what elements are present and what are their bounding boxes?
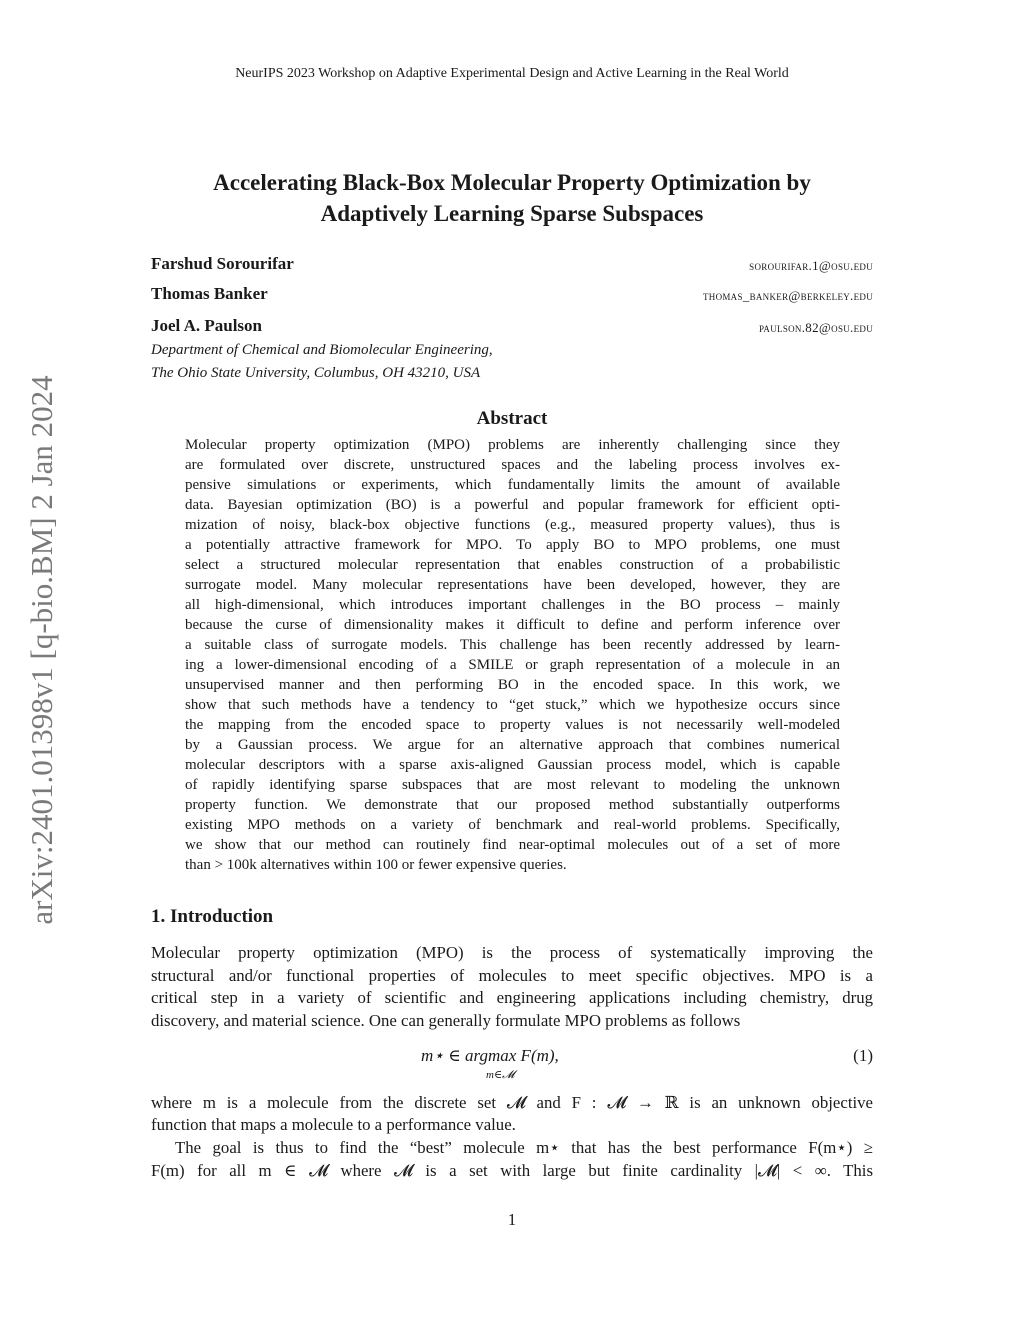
text-line: the mapping from the encoded space to property values is not necessarily well-modeled [185, 717, 840, 733]
text-line: data. Bayesian optimization (BO) is a powerful and popular framework for efficient opti- [185, 497, 840, 513]
affiliation-line: The Ohio State University, Columbus, OH 43210, USA [151, 365, 481, 381]
equation-main: m⋆ ∈ argmax F(m), [421, 1046, 559, 1065]
venue-header: NeurIPS 2023 Workshop on Adaptive Experimental Design and Active Learning in the Real World [235, 66, 789, 81]
text-line: all high-dimensional, which introduces important challenges in the BO process – mainly [185, 597, 840, 613]
equation-number: (1) [853, 1046, 873, 1065]
text-line: ing a lower-dimensional encoding of a SMILE or graph representation of a molecule in an [185, 657, 840, 673]
section-heading: 1. Introduction [151, 906, 274, 927]
text-line: a suitable class of surrogate models. This challenge has been recently addressed by learn- [185, 637, 840, 653]
title-line: Adaptively Learning Sparse Subspaces [320, 201, 704, 226]
text-line: F(m) for all m ∈ 𝓜 where 𝓜 is a set with large but finite cardinality |𝓜| < ∞. This [151, 1160, 873, 1180]
text-line: discovery, and material science. One can generally formulate MPO problems as follows [151, 1011, 741, 1031]
text-line: structural and/or functional properties of molecules to meet specific objectives. MPO is a [151, 965, 873, 985]
text-line: where m is a molecule from the discrete set 𝓜 and F : 𝓜 → ℝ is an unknown objective [151, 1093, 873, 1112]
affiliation-line: Department of Chemical and Biomolecular Engineering, [151, 342, 493, 358]
text-line: select a structured molecular representation that enables construction of a probabilistic [185, 557, 840, 573]
text-line: than > 100k alternatives within 100 or fewer expensive queries. [185, 857, 567, 873]
paper-title [100, 167, 924, 229]
text-line: show that such methods have a tendency to “get stuck,” which we hypothesize occurs since [185, 697, 840, 713]
text-line: mization of noisy, black-box objective functions (e.g., measured property values), thus is [185, 517, 840, 533]
text-line: Molecular property optimization (MPO) problems are inherently challenging since they [185, 437, 840, 453]
text-line: by a Gaussian process. We argue for an alternative approach that combines numerical [185, 737, 840, 753]
text-line: molecular descriptors with a sparse axis-aligned Gaussian process model, which is capable [185, 757, 840, 773]
text-line: pensive simulations or experiments, which fundamentally limits the amount of available [185, 477, 840, 493]
text-line: property function. We demonstrate that our proposed method substantially outperforms [185, 797, 840, 813]
text-line: because the curse of dimensionality makes it difficult to define and perform inference over [185, 617, 840, 633]
text-line: function that maps a molecule to a performance value. [151, 1114, 516, 1134]
author-name: Joel A. Paulson [151, 316, 262, 335]
text-line: are formulated over discrete, unstructured spaces and the labeling process involves ex- [185, 457, 840, 473]
affiliation [151, 339, 493, 385]
text-line: existing MPO methods on a variety of benchmark and real-world problems. Specifically, [185, 817, 840, 833]
equation-subscript: m∈𝓜 [486, 1069, 515, 1081]
author-name: Thomas Banker [151, 284, 268, 303]
text-line: we show that our method can routinely find near-optimal molecules out of a set of more [185, 837, 840, 853]
text-line: unsupervised manner and then performing BO in the encoded space. In this work, we [185, 677, 840, 693]
arxiv-identifier-stamp: arXiv:2401.01398v1 [q-bio.BM] 2 Jan 2024 [24, 375, 59, 925]
title-line: Accelerating Black-Box Molecular Property Optimization by [213, 170, 811, 195]
author-email[interactable]: sorourifar.1@osu.edu [749, 258, 873, 273]
text-line: of rapidly identifying sparse subspaces that are most relevant to modeling the unknown [185, 777, 840, 793]
text-line: Molecular property optimization (MPO) is the process of systematically improving the [151, 943, 873, 962]
page-number: 1 [507, 1210, 517, 1229]
text-line: surrogate model. Many molecular representations have been developed, however, they are [185, 577, 840, 593]
text-line: The goal is thus to find the “best” molecule m⋆ that has the best performance F(m⋆) ≥ [175, 1138, 873, 1157]
author-email[interactable]: paulson.82@osu.edu [758, 320, 873, 335]
text-line: a potentially attractive framework for MPO. To apply BO to MPO problems, one must [185, 537, 840, 553]
abstract-heading: Abstract [476, 408, 548, 429]
text-line: critical step in a variety of scientific and engineering applications including chemistry, drug [151, 988, 873, 1008]
author-email[interactable]: thomas_banker@berkeley.edu [702, 288, 873, 303]
author-name: Farshud Sorourifar [151, 254, 294, 273]
